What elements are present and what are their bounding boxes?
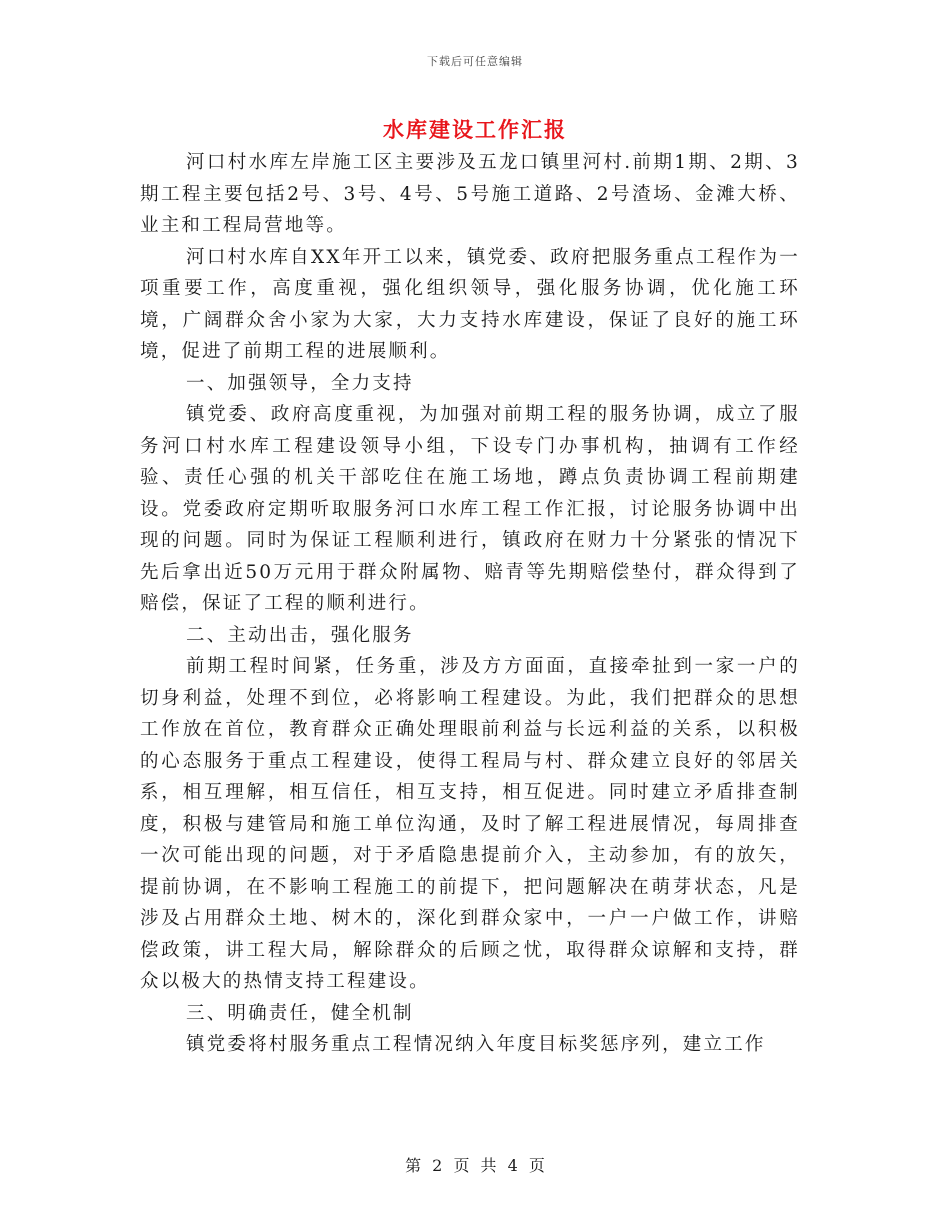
section-heading-3: 三、明确责任，健全机制 [186,1002,414,1024]
paragraph-section-2: 前期工程时间紧，任务重，涉及方方面面，直接牵扯到一家一户的切身利益，处理不到位，必将影响工程建设。为此，我们把群众的思想工作放在首位，教育群众正确处理眼前利益与长远利益的关系，以积极的心态服务于重点工程建设，使得工程局与村、群众建立良好的邻居关系，相互理解，相互信任，相互支持，相互促进。同时建立矛盾排查制度，积极与建管局和施工单位沟通，及时了解工程进展情况，每周排查一次可能出现的问题，对于矛盾隐患提前介入，主动参加，有的放矢，提前协调，在不影响工程施工的前提下，把问题解决在萌芽状态，凡是涉及占用群众土地、树木的，深化到群众家中，一户一户做工作，讲赔偿政策，讲工程大局，解除群众的后顾之忧，取得群众谅解和支持，群众以极大的热情支持工程建设。 [140,656,800,992]
paragraph-section-1: 镇党委、政府高度重视，为加强对前期工程的服务协调，成立了服务河口村水库工程建设领导小组，下设专门办事机构，抽调有工作经验、责任心强的机关干部吃住在施工场地，蹲点负责协调工程前期建设。党委政府定期听取服务河口水库工程工作汇报，讨论服务协调中出现的问题。同时为保证工程顺利进行，镇政府在财力十分紧张的情况下先后拿出近50万元用于群众附属物、赔青等先期赔偿垫付，群众得到了赔偿，保证了工程的顺利进行。 [140,404,800,614]
paragraph-overview: 河口村水库自XX年开工以来，镇党委、政府把服务重点工程作为一项重要工作，高度重视，强化组织领导，强化服务协调，优化施工环境，广阔群众舍小家为大家，大力支持水库建设，保证了良好的施工环境，促进了前期工程的进展顺利。 [140,246,800,362]
page-number-footer: 第 2 页 共 4 页 [405,1156,545,1175]
document-body [140,147,800,1061]
page-header-note: 下载后可任意编辑 [427,55,523,68]
paragraph-section-3: 镇党委将村服务重点工程情况纳入年度目标奖惩序列，建立工作 [186,1034,766,1055]
section-heading-1: 一、加强领导，全力支持 [186,372,414,394]
document-title: 水库建设工作汇报 [383,117,567,142]
section-heading-2: 二、主动出击，强化服务 [186,624,414,646]
paragraph-intro: 河口村水库左岸施工区主要涉及五龙口镇里河村.前期1期、2期、3期工程主要包括2号、3号、4号、5号施工道路、2号渣场、金滩大桥、业主和工程局营地等。 [140,152,800,236]
